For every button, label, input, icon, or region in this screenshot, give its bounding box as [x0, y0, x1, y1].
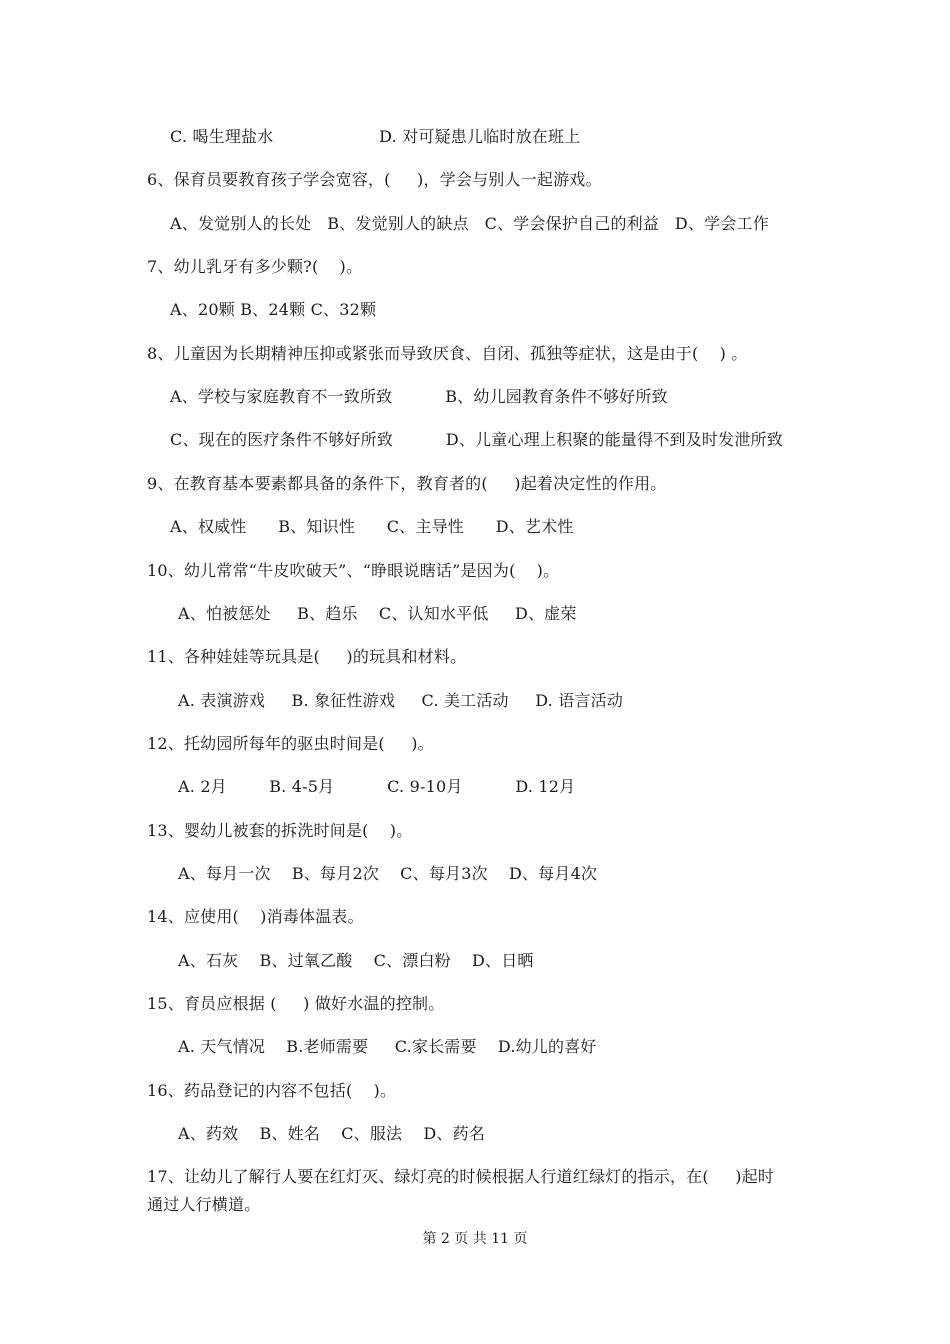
question-7: 7、幼儿乳牙有多少颗?( )。 [147, 257, 363, 276]
q15-options: A. 天气情况 B.老师需要 C.家长需要 D.幼儿的喜好 [178, 1037, 597, 1056]
question-17-cont: 通过人行横道。 [147, 1195, 261, 1214]
page-footer: 第 2 页 共 11 页 [422, 1231, 528, 1247]
question-14: 14、应使用( )消毒体温表。 [147, 907, 364, 926]
q6-options: A、发觉别人的长处 B、发觉别人的缺点 C、学会保护自己的利益 D、学会工作 [170, 214, 769, 233]
q8-options-ab: A、学校与家庭教育不一致所致 B、幼儿园教育条件不够好所致 [170, 387, 668, 406]
question-8: 8、儿童因为长期精神压抑或紧张而导致厌食、自闭、孤独等症状，这是由于( ) 。 [147, 344, 748, 363]
q14-options: A、石灰 B、过氧乙酸 C、漂白粉 D、日晒 [178, 951, 534, 970]
q5-options-cd: C. 喝生理盐水 D. 对可疑患儿临时放在班上 [170, 127, 581, 146]
q9-options: A、权威性 B、知识性 C、主导性 D、艺术性 [170, 517, 574, 536]
q11-options: A. 表演游戏 B. 象征性游戏 C. 美工活动 D. 语言活动 [178, 691, 624, 710]
question-15: 15、育员应根据 ( ) 做好水温的控制。 [147, 994, 445, 1013]
question-10: 10、幼儿常常“牛皮吹破天”、“睁眼说瞎话”是因为( )。 [147, 561, 560, 580]
q13-options: A、每月一次 B、每月2次 C、每月3次 D、每月4次 [178, 864, 598, 883]
q7-options: A、20颗 B、24颗 C、32颗 [170, 300, 377, 319]
question-13: 13、婴幼儿被套的拆洗时间是( )。 [147, 821, 413, 840]
question-9: 9、在教育基本要素都具备的条件下，教育者的( )起着决定性的作用。 [147, 474, 667, 493]
q16-options: A、药效 B、姓名 C、服法 D、药名 [178, 1124, 486, 1143]
q12-options: A. 2月 B. 4-5月 C. 9-10月 D. 12月 [178, 777, 576, 796]
q10-options: A、怕被惩处 B、趋乐 C、认知水平低 D、虚荣 [178, 604, 577, 623]
question-12: 12、托幼园所每年的驱虫时间是( )。 [147, 734, 434, 753]
question-11: 11、各种娃娃等玩具是( )的玩具和材料。 [147, 647, 467, 666]
question-17: 17、让幼儿了解行人要在红灯灭、绿灯亮的时候根据人行道红绿灯的指示，在( )起时 [147, 1167, 775, 1186]
q8-options-cd: C、现在的医疗条件不够好所致 D、儿童心理上积聚的能量得不到及时发泄所致 [170, 430, 783, 449]
question-6: 6、保育员要教育孩子学会宽容，( )，学会与别人一起游戏。 [147, 170, 602, 189]
question-16: 16、药品登记的内容不包括( )。 [147, 1081, 397, 1100]
